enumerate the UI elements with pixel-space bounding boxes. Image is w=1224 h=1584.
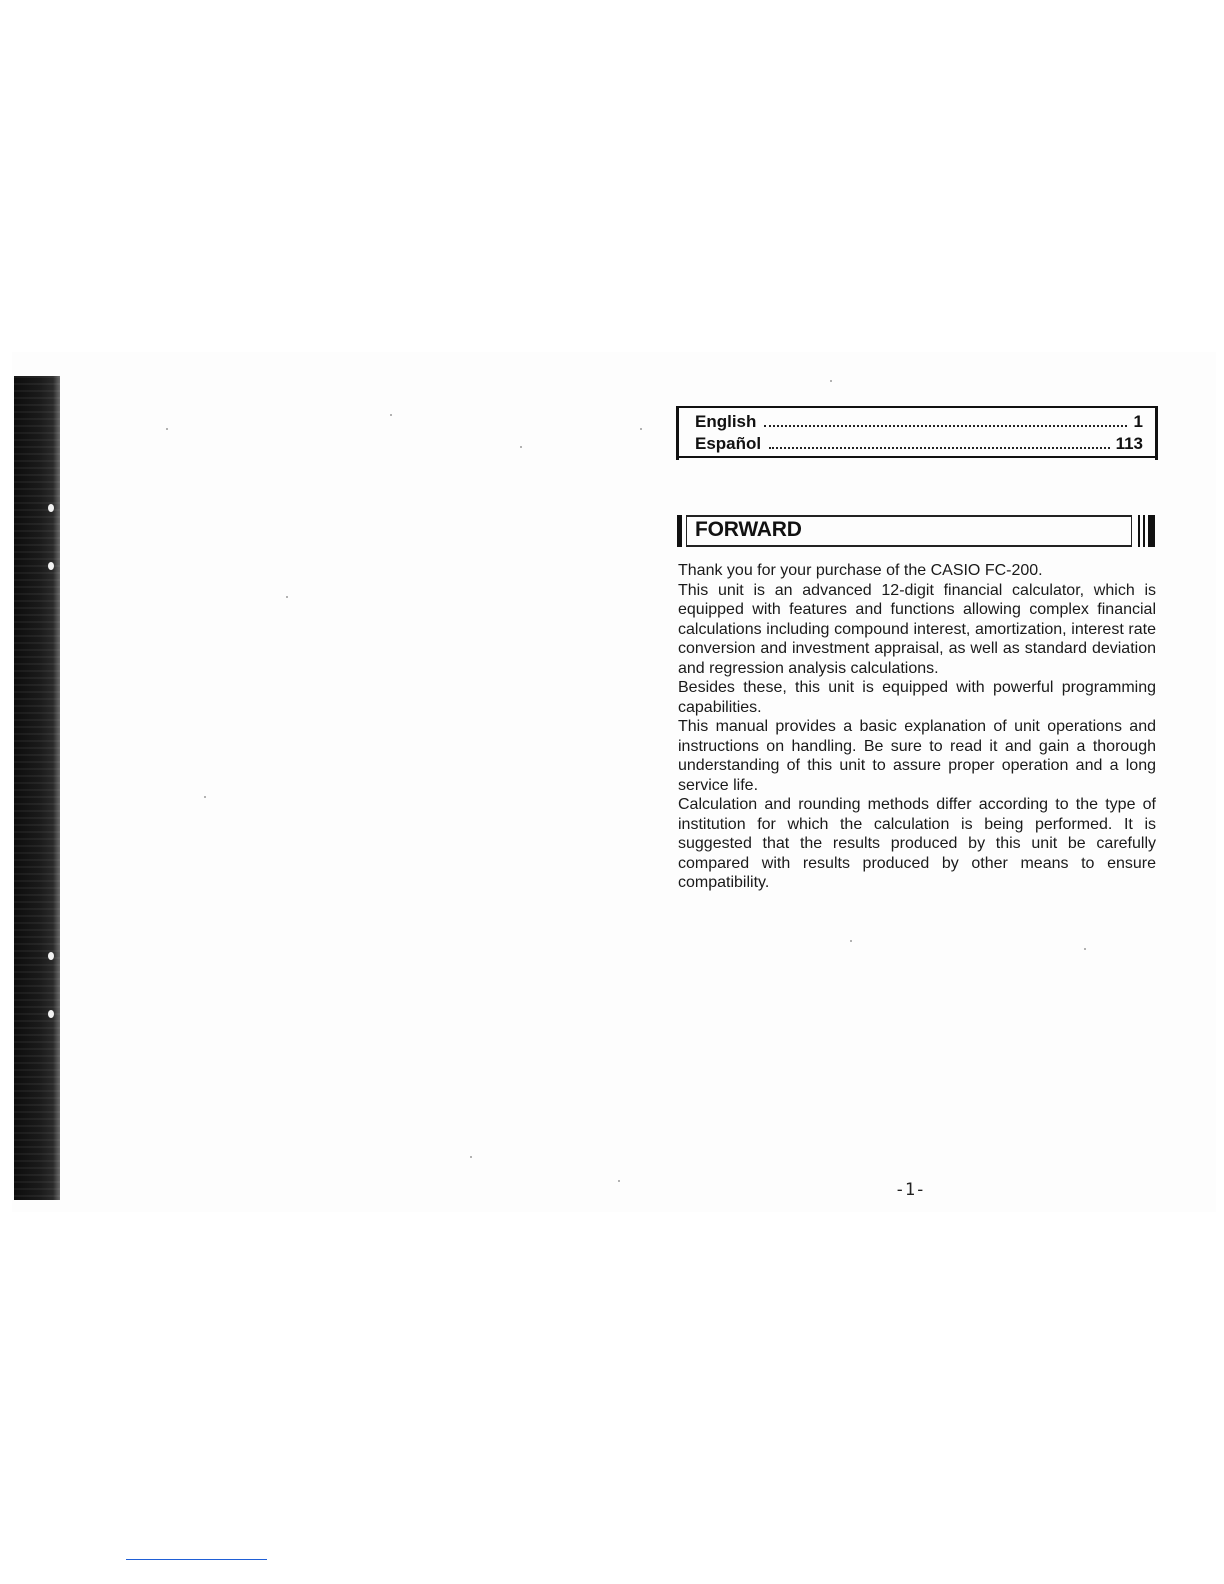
page-number: -1- [894, 1180, 926, 1200]
body-paragraph: Thank you for your purchase of the CASIO FC-200. [678, 562, 1043, 579]
section-header [677, 515, 1157, 547]
body-paragraph: This unit is an advanced 12-digit financial calculator, which is equipped with features and functions allowing complex financial calculations including compound interest, amortization, interest rate conversion and investment appraisal, as well as standard deviation and regression analysis calculations. [678, 581, 1156, 677]
binding-hole [48, 952, 54, 960]
body-paragraph: Calculation and rounding methods differ according to the type of institution for which the calculation is being performed. It is suggested that the results produced by this unit be carefully compared with results produced by other means to ensure compatibility. [678, 796, 1156, 891]
scan-speck [204, 796, 206, 798]
body-paragraph: Besides these, this unit is equipped with powerful programming capabilities. [678, 679, 1156, 716]
scan-speck [520, 446, 522, 448]
scan-speck [1084, 948, 1086, 950]
body-paragraph: This manual provides a basic explanation of unit operations and instructions on handling. Be sure to read it and gain a thorough understanding of this unit to assure proper operation and a long service life. [678, 718, 1156, 794]
binding-hole [48, 562, 54, 570]
header-right-bar [1138, 515, 1140, 547]
link-underline[interactable] [126, 1559, 267, 1560]
toc-entry-label: Español [695, 434, 762, 453]
binding-edge [14, 376, 60, 1200]
scan-speck [166, 428, 168, 430]
scan-speck [850, 940, 852, 942]
toc-entry-label: English [695, 412, 757, 431]
toc-leader-dots [764, 424, 1127, 427]
binding-hole [48, 1010, 54, 1018]
toc-entry-english[interactable] [695, 412, 1143, 434]
header-right-bar [1148, 515, 1155, 547]
contents-box [678, 406, 1156, 458]
forward-body [678, 561, 1156, 893]
toc-entry-page: 113 [1115, 434, 1143, 453]
header-right-bar [1143, 515, 1145, 547]
scan-speck [286, 596, 288, 598]
scan-speck [470, 1156, 472, 1158]
toc-leader-dots [769, 446, 1109, 449]
scan-speck [618, 1180, 620, 1182]
section-title: FORWARD [695, 518, 802, 541]
binding-hole [48, 504, 54, 512]
scan-speck [390, 414, 392, 416]
scan-speck [640, 428, 642, 430]
toc-entry-page: 1 [1133, 412, 1143, 431]
toc-entry-espanol[interactable] [695, 434, 1143, 456]
scan-speck [830, 380, 832, 382]
header-left-bar [677, 515, 682, 547]
